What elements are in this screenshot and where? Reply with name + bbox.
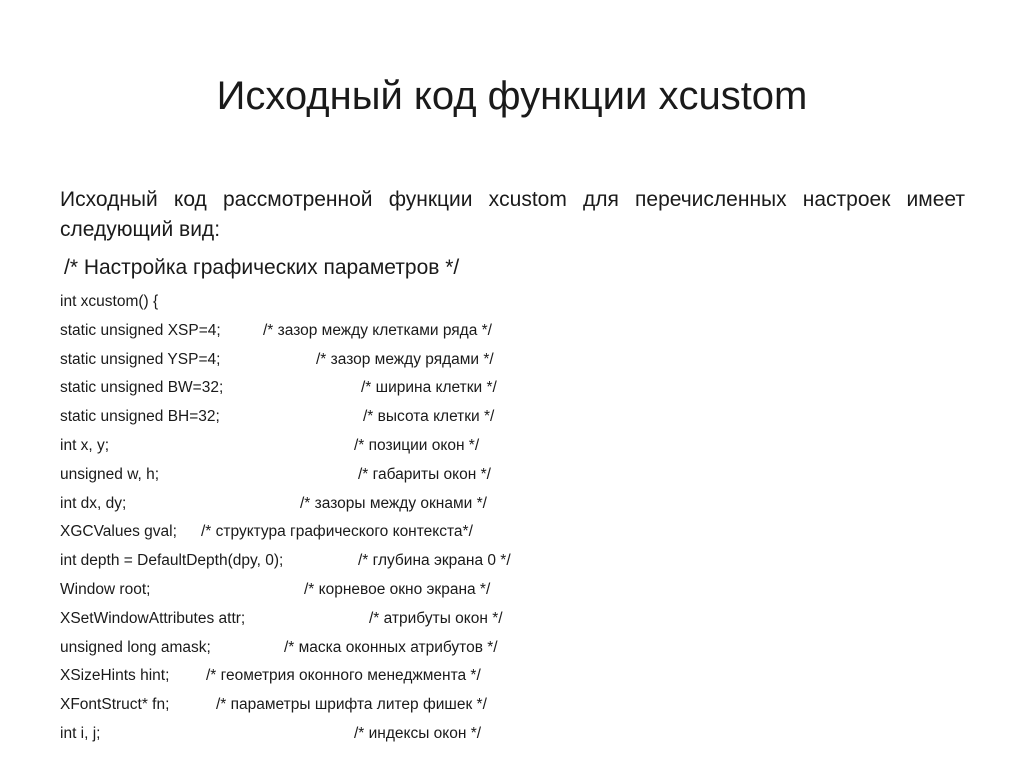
code-line bbox=[60, 691, 960, 720]
code-comment: /* параметры шрифта литер фишек */ bbox=[216, 696, 487, 714]
code-comment: /* индексы окон */ bbox=[354, 724, 482, 742]
code-line bbox=[60, 461, 960, 490]
code-line bbox=[60, 346, 960, 375]
code-line bbox=[60, 662, 960, 691]
intro-paragraph: Исходный код рассмотренной функции xcustom для перечисленных настроек имеет следующий вид: bbox=[60, 188, 965, 241]
code-comment: /* габариты окон */ bbox=[358, 465, 491, 483]
code-statement: Window root; bbox=[60, 580, 151, 598]
code-comment: /* зазор между рядами */ bbox=[316, 350, 494, 368]
code-line bbox=[60, 288, 960, 317]
code-statement: int dx, dy; bbox=[60, 494, 127, 512]
code-statement: int x, y; bbox=[60, 436, 110, 454]
code-line bbox=[60, 403, 960, 432]
code-line bbox=[60, 547, 960, 576]
code-comment: /* позиции окон */ bbox=[354, 436, 480, 454]
code-comment: /* глубина экрана 0 */ bbox=[358, 552, 511, 570]
code-comment: /* высота клетки */ bbox=[363, 408, 495, 426]
code-statement: XGCValues gval; bbox=[60, 523, 177, 541]
code-listing bbox=[60, 288, 960, 749]
code-statement: static unsigned YSP=4; bbox=[60, 350, 221, 368]
code-line bbox=[60, 634, 960, 663]
code-statement: XSizeHints hint; bbox=[60, 667, 170, 685]
code-statement: XFontStruct* fn; bbox=[60, 696, 170, 714]
code-line bbox=[60, 432, 960, 461]
code-comment: /* геометрия оконного менеджмента */ bbox=[206, 667, 481, 685]
slide-title: Исходный код функции xcustom bbox=[216, 74, 808, 118]
code-statement: unsigned w, h; bbox=[60, 465, 160, 483]
code-comment: /* зазоры между окнами */ bbox=[300, 494, 487, 512]
code-statement: unsigned long amask; bbox=[60, 638, 211, 656]
code-statement: static unsigned BW=32; bbox=[60, 379, 224, 397]
code-statement: int depth = DefaultDepth(dpy, 0); bbox=[60, 552, 284, 570]
code-statement: static unsigned BH=32; bbox=[60, 408, 220, 426]
code-comment: /* структура графического контекста*/ bbox=[201, 523, 473, 541]
code-comment: /* зазор между клетками ряда */ bbox=[263, 321, 492, 339]
code-section-heading: /* Настройка графических параметров */ bbox=[64, 256, 460, 279]
code-line bbox=[60, 720, 960, 749]
code-comment: /* ширина клетки */ bbox=[361, 379, 497, 397]
code-line bbox=[60, 518, 960, 547]
code-line bbox=[60, 605, 960, 634]
code-statement: int i, j; bbox=[60, 724, 101, 742]
code-line bbox=[60, 576, 960, 605]
code-line bbox=[60, 317, 960, 346]
code-comment: /* маска оконных атрибутов */ bbox=[284, 638, 498, 656]
code-comment: /* атрибуты окон */ bbox=[369, 609, 503, 627]
code-comment: /* корневое окно экрана */ bbox=[304, 580, 491, 598]
code-line bbox=[60, 374, 960, 403]
code-statement: int xcustom() { bbox=[60, 293, 159, 310]
code-statement: XSetWindowAttributes attr; bbox=[60, 609, 246, 627]
code-statement: static unsigned XSP=4; bbox=[60, 321, 221, 339]
code-line bbox=[60, 490, 960, 519]
